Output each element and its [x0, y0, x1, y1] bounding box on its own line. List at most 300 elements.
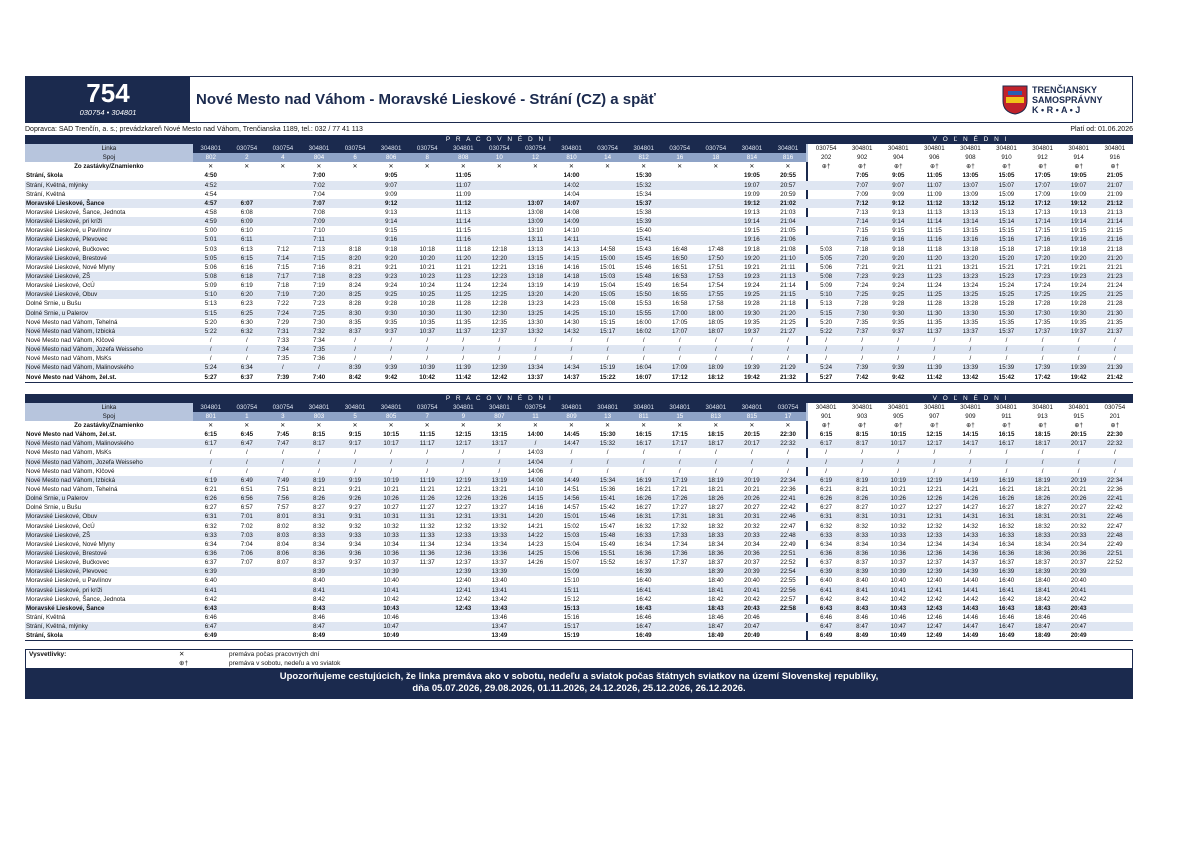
- departure-time: 8:31: [301, 512, 337, 521]
- departure-time: 13:37: [517, 373, 553, 383]
- departure-time: 12:15: [455, 431, 472, 439]
- departure-time: 8:32: [856, 522, 869, 530]
- departure-time: 8:42: [312, 595, 325, 603]
- departure-time: 22:49: [780, 540, 796, 548]
- departure-time: 12:37: [481, 327, 517, 336]
- spoj-cell: 904: [880, 153, 916, 162]
- departure-time: [590, 217, 626, 226]
- stop-name: Moravské Lieskové, Brestové: [25, 549, 193, 558]
- departure-time: 7:18: [856, 245, 869, 253]
- departure-time: 21:30: [1097, 309, 1133, 318]
- departure-time: 8:26: [301, 494, 337, 503]
- departure-time: 22:51: [1097, 549, 1133, 558]
- departure-time: 7:03: [229, 531, 265, 540]
- departure-time: 8:39: [337, 363, 373, 372]
- departure-time: /: [606, 449, 609, 457]
- departure-time: 9:31: [337, 512, 373, 521]
- departure-time: [808, 199, 844, 208]
- departure-time: /: [808, 458, 844, 467]
- departure-time: 11:15: [926, 227, 942, 235]
- departure-time: /: [409, 345, 445, 354]
- departure-time: 6:37: [820, 559, 833, 567]
- departure-time: 12:32: [455, 522, 472, 530]
- departure-time: 11:05: [455, 172, 472, 180]
- departure-time: 10:28: [419, 300, 435, 308]
- linka-cell: 304801: [734, 403, 770, 412]
- departure-time: /: [861, 449, 864, 457]
- departure-time: 12:32: [926, 522, 943, 530]
- departure-time: /: [1041, 449, 1044, 457]
- legend-text-weekend: premáva v sobotu, nedeľu a vo sviatok: [229, 660, 341, 668]
- timetable-header: [25, 76, 1133, 123]
- departure-time: [662, 604, 698, 613]
- departure-time: 12:28: [491, 300, 508, 308]
- departure-time: /: [229, 458, 265, 467]
- departure-time: 21:35: [1107, 318, 1123, 326]
- spoj-cell: 17: [770, 412, 806, 421]
- departure-time: 9:28: [892, 300, 905, 308]
- departure-time: 13:39: [952, 363, 988, 372]
- departure-time: [337, 604, 373, 613]
- departure-time: 4:58: [204, 209, 217, 217]
- departure-time: 21:25: [1097, 290, 1133, 299]
- departure-time: [229, 171, 265, 180]
- departure-time: 14:16: [527, 504, 544, 512]
- departure-time: 5:27: [808, 373, 844, 383]
- departure-time: 16:19: [626, 476, 662, 485]
- table-row: [25, 503, 1133, 512]
- departure-time: 15:16: [563, 613, 580, 621]
- departure-time: 8:43: [844, 604, 880, 613]
- departure-time: 11:12: [445, 199, 481, 208]
- stop-name: Nové Mesto nad Váhom, Tehelná: [26, 318, 118, 326]
- departure-time: 6:47: [229, 439, 265, 448]
- table-row: [25, 309, 1133, 318]
- spoj-cell: 18: [698, 153, 734, 162]
- spoj-cell: 812: [626, 153, 662, 162]
- departure-time: 19:24: [1070, 282, 1087, 290]
- departure-time: 10:47: [373, 622, 409, 631]
- departure-time: [265, 208, 301, 217]
- stop-name: Moravské Lieskové, u Pavlínov: [26, 227, 112, 235]
- departure-time: [590, 199, 626, 208]
- departure-time: 17:26: [662, 494, 698, 503]
- departure-time: 21:39: [1097, 363, 1133, 372]
- departure-time: 5:13: [820, 300, 833, 308]
- linka-cell: 030754: [808, 144, 844, 153]
- departure-time: 11:30: [445, 309, 481, 318]
- departure-time: 13:34: [517, 363, 553, 372]
- departure-time: 17:00: [662, 309, 698, 318]
- departure-time: 17:32: [672, 522, 688, 530]
- departure-time: 19:15: [744, 227, 760, 235]
- departure-time: 15:22: [590, 373, 626, 383]
- table-row: [25, 485, 1133, 494]
- departure-time: /: [373, 458, 409, 467]
- spoj-cell: 809: [553, 412, 589, 421]
- departure-time: 9:14: [880, 217, 916, 226]
- departure-time: 11:23: [916, 272, 952, 281]
- departure-time: 13:24: [962, 282, 979, 290]
- departure-time: 11:20: [916, 254, 952, 263]
- legend: [25, 649, 1133, 699]
- departure-time: 11:17: [409, 439, 445, 448]
- departure-time: 14:04: [563, 190, 580, 198]
- service-sign: ✕: [424, 163, 430, 171]
- departure-time: 7:23: [312, 300, 325, 308]
- departure-time: 16:39: [626, 567, 662, 576]
- departure-time: 12:33: [445, 531, 481, 540]
- departure-time: 14:10: [527, 485, 544, 493]
- linka-cell: 030754: [229, 403, 265, 412]
- departure-time: 7:12: [276, 245, 289, 253]
- spoj-cell: 912: [1025, 153, 1061, 162]
- departure-time: 12:37: [455, 559, 472, 567]
- departure-time: 17:15: [1034, 227, 1051, 235]
- departure-time: 10:33: [373, 531, 409, 540]
- departure-time: 13:43: [481, 604, 517, 613]
- departure-time: 17:21: [1034, 263, 1051, 271]
- departure-time: 12:41: [445, 585, 481, 594]
- departure-time: 5:05: [808, 254, 844, 263]
- departure-time: 20:33: [734, 531, 770, 540]
- spoj-cell: 908: [952, 153, 988, 162]
- departure-time: 6:39: [808, 567, 844, 576]
- legend-text-workday: premáva počas pracovných dní: [229, 651, 320, 659]
- departure-time: 22:49: [1107, 540, 1123, 548]
- departure-time: 16:21: [998, 485, 1015, 493]
- departure-time: 14:25: [517, 549, 553, 558]
- departure-time: 17:09: [662, 363, 698, 372]
- departure-time: 20:59: [780, 190, 796, 198]
- departure-time: 18:46: [708, 613, 724, 621]
- departure-time: /: [265, 458, 301, 467]
- departure-time: 6:57: [240, 504, 253, 512]
- departure-time: /: [1005, 449, 1008, 457]
- departure-time: /: [209, 449, 212, 457]
- departure-time: 9:15: [385, 227, 398, 235]
- departure-time: 5:03: [820, 245, 833, 253]
- departure-time: 20:27: [744, 504, 760, 512]
- departure-time: 4:52: [193, 181, 229, 190]
- departure-time: 6:56: [229, 494, 265, 503]
- departure-time: 5:24: [808, 363, 844, 372]
- departure-time: 14:15: [517, 494, 553, 503]
- departure-time: 5:15: [193, 309, 229, 318]
- departure-time: 22:48: [1097, 531, 1133, 540]
- departure-time: 6:51: [240, 485, 253, 493]
- departure-time: 6:19: [193, 476, 229, 485]
- service-sign: ✕: [532, 422, 539, 429]
- departure-time: /: [825, 449, 827, 457]
- departure-time: 14:32: [553, 327, 589, 336]
- spoj-cell: 8: [409, 153, 445, 162]
- spoj-cell: 9: [445, 412, 481, 421]
- departure-time: 21:05: [1106, 172, 1123, 180]
- departure-time: /: [642, 355, 645, 363]
- departure-time: /: [426, 355, 429, 363]
- departure-time: 10:46: [383, 613, 399, 621]
- departure-time: 10:23: [409, 272, 445, 281]
- departure-time: 12:26: [916, 494, 952, 503]
- departure-time: 16:42: [998, 595, 1015, 603]
- departure-time: /: [590, 458, 626, 467]
- departure-time: 15:42: [988, 373, 1024, 383]
- departure-time: 6:34: [820, 540, 833, 548]
- table-row: [25, 190, 1133, 199]
- legend-symbol-workday: ✕: [179, 651, 185, 659]
- linka-cell: 304801: [952, 403, 988, 412]
- table-row: [25, 549, 1133, 558]
- departure-time: 22:52: [780, 559, 796, 567]
- departure-time: 6:43: [808, 604, 844, 613]
- departure-time: 14:23: [563, 300, 580, 308]
- departure-time: 19:13: [744, 209, 760, 217]
- departure-time: 6:25: [229, 309, 265, 318]
- departure-time: 6:40: [820, 577, 833, 585]
- spoj-cell: 808: [445, 153, 481, 162]
- departure-time: 4:59: [193, 217, 229, 226]
- departure-time: 15:08: [599, 300, 616, 308]
- departure-time: [698, 171, 734, 180]
- departure-time: 18:15: [707, 431, 724, 439]
- departure-time: 14:49: [553, 476, 589, 485]
- departure-time: 15:34: [590, 476, 626, 485]
- departure-time: 7:14: [844, 217, 880, 226]
- table-row: [25, 585, 1133, 594]
- departure-time: 18:17: [698, 439, 734, 448]
- departure-time: 10:42: [383, 595, 399, 603]
- departure-time: /: [337, 345, 373, 354]
- spoj-cell: 803: [301, 412, 337, 421]
- departure-time: /: [678, 467, 681, 475]
- departure-time: 21:06: [770, 235, 806, 244]
- departure-time: 22:32: [770, 439, 806, 448]
- departure-time: [265, 199, 301, 208]
- departure-time: [662, 208, 698, 217]
- service-sign: ⊕†: [1074, 163, 1083, 171]
- departure-time: /: [988, 345, 1024, 354]
- table-row: [25, 217, 1133, 226]
- departure-time: 11:33: [409, 531, 445, 540]
- departure-time: 20:42: [1070, 595, 1087, 603]
- departure-time: /: [952, 345, 988, 354]
- departure-time: 17:07: [662, 327, 698, 336]
- departure-time: 19:42: [734, 373, 770, 383]
- departure-time: 11:18: [455, 245, 471, 253]
- departure-time: 20:31: [734, 512, 770, 521]
- departure-time: 20:36: [1061, 549, 1097, 558]
- departure-time: 10:39: [880, 567, 916, 576]
- departure-time: 17:20: [1025, 254, 1061, 263]
- departure-time: 15:13: [553, 604, 589, 613]
- departure-time: 7:15: [856, 227, 869, 235]
- departure-time: 19:07: [1061, 181, 1097, 190]
- departure-time: 14:37: [553, 373, 589, 383]
- departure-time: [337, 217, 373, 226]
- spoj-cell: 905: [880, 412, 916, 421]
- departure-time: [337, 631, 373, 641]
- departure-time: 8:01: [265, 512, 301, 521]
- spoj-cell: 14: [590, 153, 626, 162]
- table-row: [25, 476, 1133, 485]
- departure-time: 22:42: [780, 504, 796, 512]
- departure-time: 10:19: [880, 476, 916, 485]
- departure-time: 12:43: [916, 604, 952, 613]
- departure-time: 19:16: [734, 235, 770, 244]
- departure-time: 5:20: [820, 318, 833, 326]
- spoj-cell: 813: [698, 412, 734, 421]
- departure-time: 17:34: [672, 540, 688, 548]
- departure-time: 22:42: [1107, 504, 1123, 512]
- departure-time: 8:33: [844, 531, 880, 540]
- departure-time: 13:05: [962, 172, 979, 180]
- departure-time: 9:28: [385, 300, 398, 308]
- departure-time: [409, 567, 445, 576]
- departure-time: /: [462, 355, 465, 363]
- departure-time: 10:37: [383, 559, 399, 567]
- departure-time: 18:19: [698, 476, 734, 485]
- departure-time: 15:03: [553, 531, 589, 540]
- departure-time: 16:36: [988, 549, 1024, 558]
- table-row: [25, 208, 1133, 217]
- departure-time: 14:42: [962, 595, 979, 603]
- departure-time: 22:41: [1097, 494, 1133, 503]
- departure-time: 13:47: [481, 622, 517, 631]
- departure-time: 14:33: [952, 531, 988, 540]
- departure-time: [662, 567, 698, 576]
- departure-time: 15:30: [988, 309, 1024, 318]
- departure-time: /: [570, 355, 573, 363]
- spoj-cell: 814: [734, 153, 770, 162]
- departure-time: 8:17: [844, 439, 880, 448]
- departure-time: 11:14: [445, 217, 481, 226]
- departure-time: 13:15: [962, 227, 979, 235]
- departure-time: 5:08: [193, 272, 229, 281]
- departure-time: 13:13: [527, 245, 544, 253]
- departure-time: /: [952, 458, 988, 467]
- departure-time: 13:39: [481, 567, 517, 576]
- departure-time: 6:42: [204, 595, 217, 603]
- departure-time: /: [462, 449, 465, 457]
- departure-time: 11:21: [455, 263, 471, 271]
- departure-time: [517, 171, 553, 180]
- departure-time: 17:37: [1025, 327, 1061, 336]
- departure-time: 8:37: [337, 327, 373, 336]
- linka-cell: 030754: [265, 144, 301, 153]
- table-row: [25, 290, 1133, 299]
- departure-time: 6:30: [240, 318, 253, 326]
- linka-cell: 304801: [662, 403, 698, 412]
- departure-time: 9:24: [892, 282, 905, 290]
- departure-time: 7:18: [301, 272, 337, 281]
- departure-time: 15:06: [553, 549, 589, 558]
- departure-time: /: [318, 449, 320, 457]
- departure-time: 8:39: [844, 567, 880, 576]
- departure-time: 18:34: [708, 540, 724, 548]
- departure-time: 15:50: [626, 290, 662, 299]
- departure-time: 10:49: [880, 631, 916, 641]
- departure-time: /: [462, 467, 465, 475]
- corner-cell: [25, 135, 193, 144]
- table-row: [25, 567, 1133, 576]
- spoj-cell: 910: [988, 153, 1024, 162]
- departure-time: 16:46: [998, 613, 1015, 621]
- departure-time: [409, 190, 445, 199]
- departure-time: 15:19: [590, 363, 626, 372]
- departure-time: 6:47: [193, 622, 229, 631]
- departure-time: /: [825, 355, 827, 363]
- departure-time: 7:09: [856, 190, 869, 198]
- departure-time: 15:05: [590, 290, 626, 299]
- departure-time: 6:17: [193, 439, 229, 448]
- departure-time: [229, 567, 265, 576]
- departure-time: 6:34: [204, 540, 217, 548]
- spoj-cell: 11: [517, 412, 553, 421]
- departure-time: [265, 567, 301, 576]
- departure-time: [265, 576, 301, 585]
- departure-time: 19:18: [1070, 245, 1087, 253]
- departure-time: 14:37: [962, 559, 979, 567]
- departure-time: 14:16: [563, 263, 580, 271]
- departure-time: 18:21: [1034, 485, 1051, 493]
- departure-time: 13:15: [517, 254, 553, 263]
- departure-time: 6:32: [229, 327, 265, 336]
- departure-time: 15:49: [599, 540, 616, 548]
- departure-time: 15:37: [988, 327, 1024, 336]
- departure-time: 5:27: [193, 373, 229, 383]
- service-sign: ⊕†: [857, 422, 867, 429]
- departure-time: [662, 576, 698, 585]
- spoj-cell: 2: [229, 153, 265, 162]
- departure-time: [229, 613, 265, 622]
- departure-time: /: [1025, 458, 1061, 467]
- departure-time: [590, 235, 626, 244]
- departure-time: 16:32: [998, 522, 1015, 530]
- departure-time: 8:37: [312, 559, 325, 567]
- departure-time: 18:42: [1034, 595, 1051, 603]
- departure-time: 12:37: [926, 559, 943, 567]
- departure-time: /: [1041, 355, 1044, 363]
- departure-time: 17:19: [662, 476, 698, 485]
- departure-time: 13:32: [517, 327, 553, 336]
- departure-time: 8:43: [301, 604, 337, 613]
- departure-time: [337, 622, 373, 631]
- departure-time: 12:47: [916, 622, 952, 631]
- departure-time: 11:09: [926, 190, 942, 198]
- table-row: [25, 263, 1133, 272]
- departure-time: 15:21: [998, 263, 1015, 271]
- departure-time: 12:31: [916, 512, 952, 521]
- departure-time: 17:53: [698, 272, 734, 281]
- departure-time: 7:01: [229, 512, 265, 521]
- service-sign: ✕: [496, 163, 502, 171]
- departure-time: 11:37: [419, 559, 435, 567]
- departure-time: 19:13: [1070, 209, 1087, 217]
- departure-time: 6:49: [193, 631, 229, 641]
- table-row: [25, 448, 1133, 457]
- departure-time: 10:30: [409, 309, 445, 318]
- stop-name: Dolné Srnie, u Palerov: [25, 494, 193, 503]
- departure-time: 16:43: [988, 604, 1024, 613]
- departure-time: 16:31: [626, 512, 662, 521]
- departure-time: [229, 181, 265, 190]
- departure-time: 18:39: [698, 567, 734, 576]
- departure-time: 10:39: [409, 363, 445, 372]
- departure-time: 6:36: [808, 549, 844, 558]
- stop-name: Moravské Lieskové, ZŠ: [25, 531, 193, 540]
- departure-time: 16:15: [998, 431, 1015, 439]
